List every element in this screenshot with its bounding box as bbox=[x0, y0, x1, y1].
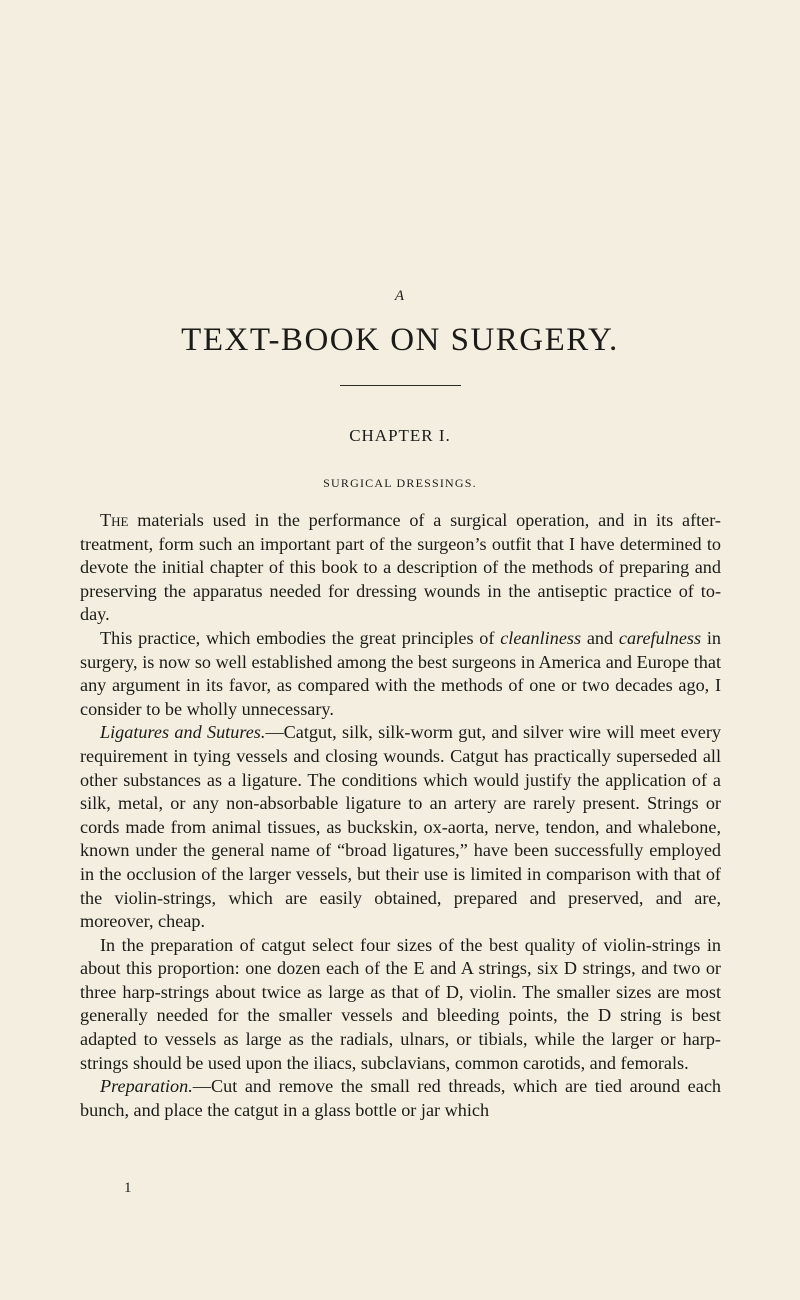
paragraph-1 bbox=[80, 509, 721, 627]
chapter-heading: CHAPTER I. bbox=[349, 426, 451, 445]
paragraph-text: —Cut and remove the small red threads, which are tied around each bunch, and place the catgut in a glass bottle or jar which bbox=[80, 1076, 721, 1120]
paragraph-text: This practice, which embodies the great principles of bbox=[100, 627, 501, 648]
run-in-heading-preparation: Preparation. bbox=[100, 1076, 193, 1097]
paragraph-2 bbox=[80, 627, 721, 721]
emphasis-carefulness: carefulness bbox=[618, 627, 702, 648]
paragraph-4 bbox=[80, 934, 721, 1076]
run-in-heading-ligatures: Ligatures and Sutures. bbox=[100, 722, 266, 743]
body-text bbox=[80, 509, 721, 1122]
paragraph-text: —Catgut, silk, silk-worm gut, and silver wire will meet every requirement in tying vessels and closing wounds. Catgut has practically superseded all other substances as a ligature. The conditions which would justify the application of a silk, metal, or any non-absorbable ligature to an artery are rarely present. Strings or cords made from animal tissues, as buckskin, ox-aorta, nerve, tendon, and whalebone, known under the general name of “broad ligatures,” have been successfully employed in the occlusion of the larger vessels, but their use is limited in comparison with that of the violin-strings, which are easily obtained, prepared and preserved, and are, moreover, cheap. bbox=[80, 722, 721, 932]
paragraph-5 bbox=[80, 1075, 721, 1122]
paragraph-3 bbox=[80, 721, 721, 933]
paragraph-text: In the preparation of catgut select four sizes of the best quality of violin-strings in about this proportion: one dozen each of the E and A strings, six D strings, and two or three harp-strings about twice as large as that of D, violin. The smaller sizes are most generally needed for the smaller vessels and bleeding points, the D string is best adapted to vessels as large as the radials, ulnars, or tibials, while the larger or harp-strings should be used upon the iliacs, subclavians, common carotids, and femorals. bbox=[80, 934, 721, 1073]
page-number: 1 bbox=[124, 1180, 132, 1196]
paragraph-lead-word: The bbox=[100, 510, 129, 530]
book-title: TEXT-BOOK ON SURGERY. bbox=[181, 322, 619, 358]
paragraph-text: in surgery, is now so well established among the best surgeons in America and Europe that any argument in its favor, as compared with the methods of one or two decades ago, I consider to be wholly unnecessary. bbox=[80, 627, 721, 719]
title-divider bbox=[340, 385, 461, 386]
paragraph-text: and bbox=[581, 627, 619, 648]
paragraph-text: materials used in the performance of a surgical operation, and in its after-treatment, form such an important part of the surgeon’s outfit that I have determined to devote the initial chapter of this book to a description of the methods of preparing and preserving the apparatus needed for dressing wounds in the antiseptic practice of to-day. bbox=[80, 510, 721, 625]
emphasis-cleanliness: cleanliness bbox=[500, 627, 582, 648]
title-article: A bbox=[394, 288, 406, 304]
section-heading: SURGICAL DRESSINGS. bbox=[323, 476, 477, 490]
